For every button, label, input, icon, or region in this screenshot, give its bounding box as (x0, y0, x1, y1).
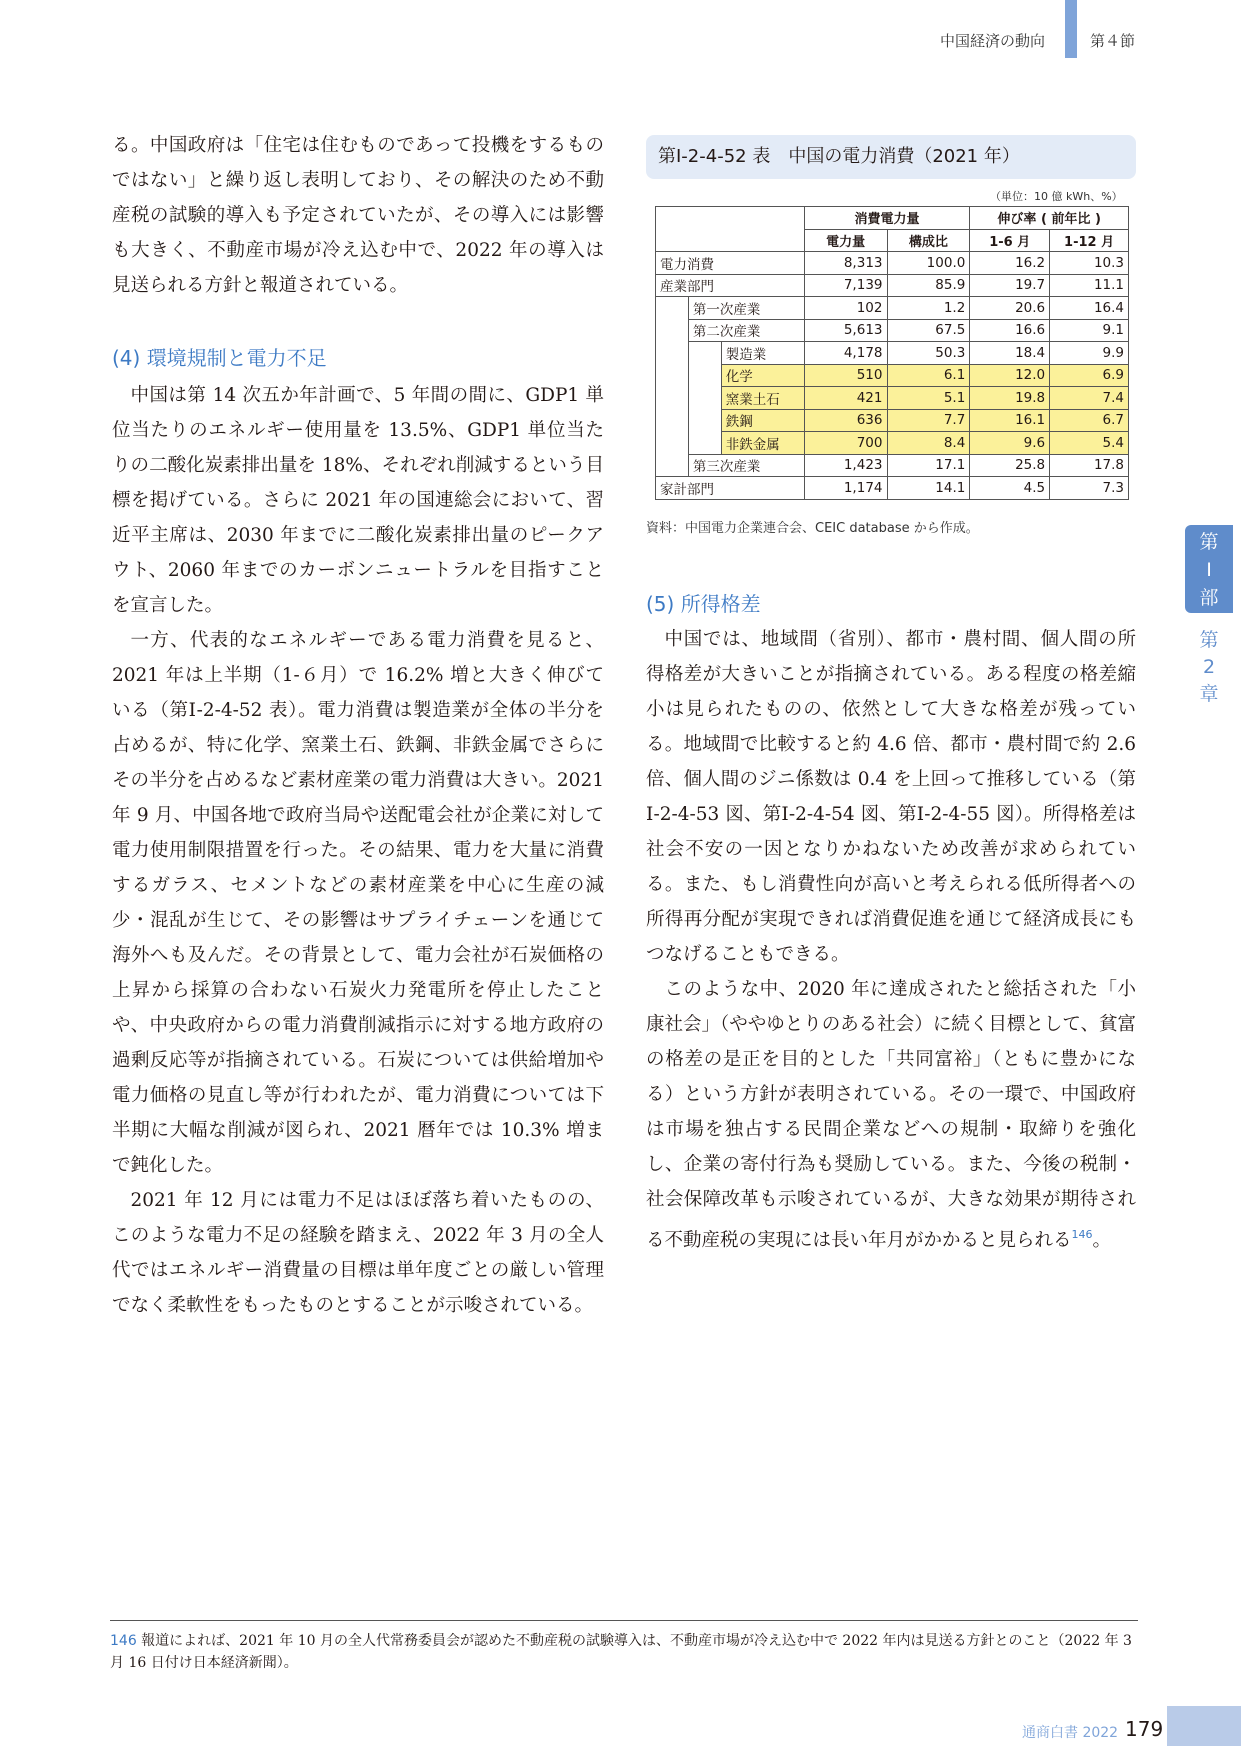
header-accent-bar (1065, 0, 1077, 58)
footnote-divider (110, 1620, 1138, 1621)
footnote-number: 146 (110, 1633, 137, 1649)
table-group-header: 消費電力量 (804, 207, 970, 230)
book-title: 通商白書 2022 (1022, 1725, 1119, 1741)
paragraph-environment: 中国は第 14 次五か年計画で、5 年間の間に、GDP1 単位当たりのエネルギー使用量を 13.5%、GDP1 単位当たりの二酸化炭素排出量を 18%、それぞれ削減するという目標を掲げている。さらに 2021 年の国連総会において、習近平主席は、2030 年までに二酸化炭素排出量のピークアウト、2060 年までのカーボンニュートラルを目指すことを宣言した。 (112, 385, 604, 616)
footnote-reference[interactable]: 146 (1071, 1228, 1093, 1241)
left-column-top (112, 128, 604, 303)
table-row-highlighted: 化学 510 6.1 12.0 6.9 (656, 364, 1129, 387)
table-source: 資料：中国電力企業連合会、CEIC database から作成。 (646, 521, 979, 536)
paragraph-common-prosperity: このような中、2020 年に達成されたと総括された「小康社会」（ややゆとりのある社会）に続く目標として、貧富の格差の是正を目的とした「共同富裕」（ともに豊かになる）という方針が表明されている。その一環で、中国政府は市場を独占する民間企業などへの規制・取締りを強化し、企業の寄付行為も奨励している。また、今後の税制・社会保障改革も示唆されているが、大きな効果が期待される不動産税の実現には長い年月がかかると見られる$^{146}$。 (646, 979, 1136, 1251)
footnote (110, 1630, 1140, 1674)
running-header-chapter: 中国経済の動向 (940, 32, 1046, 50)
table-row-highlighted: 窯業土石 421 5.1 19.8 7.4 (656, 387, 1129, 410)
table-title: 第Ⅰ-2-4-52 表 中国の電力消費（2021 年） (646, 135, 1136, 179)
side-tab-part[interactable]: 第 Ⅰ 部 (1185, 525, 1233, 613)
table-row: 製造業 4,178 50.3 18.4 9.9 (656, 342, 1129, 365)
paragraph-continued: る。中国政府は「住宅は住むものであって投機をするものではない」と繰り返し表明しており、その解決のため不動産税の試験的導入も予定されていたが、その導入には影響も大きく、不動産市場が冷え込む中で、2022 年の導入は見送られる方針と報道されている。 (112, 135, 604, 296)
footnote-text: 報道によれば、2021 年 10 月の全人代常務委員会が認めた不動産税の試験導入は、不動産市場が冷え込む中で 2022 年内は見送る方針とのこと（2022 年 3 月 16 日付け日本経済新聞）。 (110, 1633, 1132, 1671)
table-column-header: 電力量 (804, 229, 887, 252)
paragraph-income-gap: 中国では、地域間（省別）、都市・農村間、個人間の所得格差が大きいことが指摘されている。ある程度の格差縮小は見られたものの、依然として大きな格差が残っている。地域間で比較すると約 4.6 倍、都市・農村間で約 2.6 倍、個人間のジニ係数は 0.4 を上回って推移している（第Ⅰ-2-4-53 図、第Ⅰ-2-4-54 図、第Ⅰ-2-4-55 図）。所得格差は社会不安の一因となりかねないため改善が求められている。また、もし消費性向が高いと考えられる低所得者への所得再分配が実現できれば消費促進を通じて経済成長にもつなげることもできる。 (646, 629, 1136, 965)
table-group-header: 伸び率 ( 前年比 ) (970, 207, 1129, 230)
table-unit: （単位：10 億 kWh、%） (990, 190, 1123, 203)
table-column-header: 1-6 月 (970, 229, 1050, 252)
table-row: 電力消費 8,313 100.0 16.2 10.3 (656, 252, 1129, 275)
table-column-header: 構成比 (887, 229, 970, 252)
heading-income-gap: (5) 所得格差 (646, 592, 761, 616)
right-column-body (646, 622, 1136, 1258)
table-column-header: 1-12 月 (1050, 229, 1129, 252)
table-row: 第一次産業 102 1.2 20.6 16.4 (656, 297, 1129, 320)
paragraph-power: 一方、代表的なエネルギーである電力消費を見ると、2021 年は上半期（1-６月）で 16.2% 増と大きく伸びている（第Ⅰ-2-4-52 表）。電力消費は製造業が全体の半分を占めるが、特に化学、窯業土石、鉄鋼、非鉄金属でさらにその半分を占めるなど素材産業の電力消費は大きい。2021 年 9 月、中国各地で政府当局や送配電会社が企業に対して電力使用制限措置を行った。その結果、電力を大量に消費するガラス、セメントなどの素材産業を中心に生産の減少・混乱が生じて、その影響はサプライチェーンを通じて海外へも及んだ。その背景として、電力会社が石炭価格の上昇から採算の合わない石炭火力発電所を停止したことや、中央政府からの電力消費削減指示に対する地方政府の過剰反応等が指摘されている。石炭については供給増加や電力価格の見直し等が行われたが、電力消費については下半期に大幅な削減が図られ、2021 暦年では 10.3% 増まで鈍化した。 (112, 630, 604, 1176)
table-corner-cell (656, 207, 805, 252)
side-tab-chapter[interactable]: 第 2 章 (1199, 629, 1219, 705)
left-column-body (112, 378, 604, 1323)
table-row: 第三次産業 1,423 17.1 25.8 17.8 (656, 454, 1129, 477)
page-number: 179 (1125, 1717, 1164, 1741)
table-row-highlighted: 鉄鋼 636 7.7 16.1 6.7 (656, 409, 1129, 432)
page-footer-bar (1167, 1706, 1241, 1746)
table-row: 産業部門 7,139 85.9 19.7 11.1 (656, 274, 1129, 297)
table-row: 家計部門 1,174 14.1 4.5 7.3 (656, 477, 1129, 500)
power-consumption-table (655, 206, 1129, 500)
paragraph-power-outlook: 2021 年 12 月には電力不足はほぼ落ち着いたものの、このような電力不足の経験を踏まえ、2022 年 3 月の全人代ではエネルギー消費量の目標は単年度ごとの厳しい管理でなく柔軟性をもったものとすることが示唆されている。 (112, 1190, 604, 1316)
table-row-highlighted: 非鉄金属 700 8.4 9.6 5.4 (656, 432, 1129, 455)
table-row: 第二次産業 5,613 67.5 16.6 9.1 (656, 319, 1129, 342)
running-header-section: 第４節 (1090, 32, 1136, 50)
heading-environment: (4) 環境規制と電力不足 (112, 346, 327, 370)
